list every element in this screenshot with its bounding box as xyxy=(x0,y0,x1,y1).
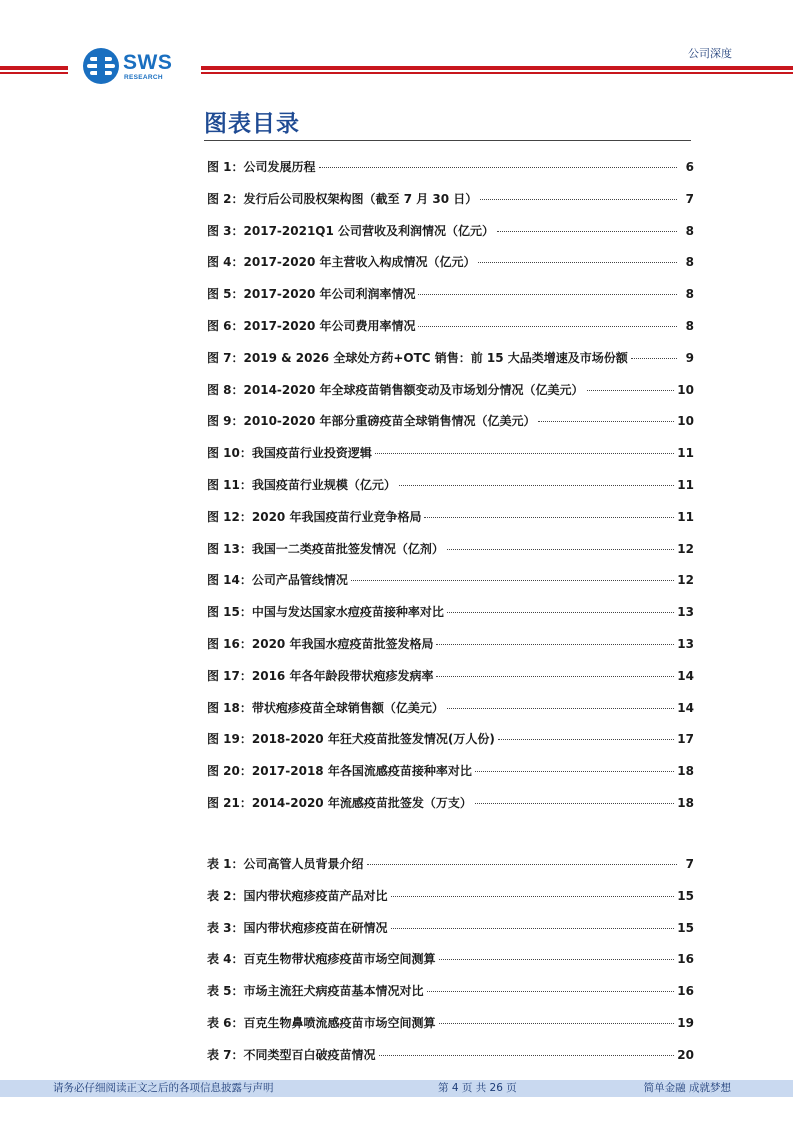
toc-entry-page: 11 xyxy=(677,446,694,461)
toc-dot-leader xyxy=(418,326,677,327)
toc-entry-label: 图 5：2017-2020 年公司利润率情况 xyxy=(207,287,416,302)
header-rule-right xyxy=(201,66,793,70)
toc-entry-label: 图 16：2020 年我国水痘疫苗批签发格局 xyxy=(207,636,434,651)
toc-entry[interactable] xyxy=(207,247,694,279)
toc-entry[interactable] xyxy=(207,152,694,184)
toc-entry-label: 图 6：2017-2020 年公司费用率情况 xyxy=(207,318,416,333)
toc-dot-leader xyxy=(391,928,675,929)
toc-entry[interactable] xyxy=(207,565,694,597)
toc-dot-leader xyxy=(631,358,677,359)
toc-entry-label: 表 4：百克生物带状疱疹疫苗市场空间测算 xyxy=(207,952,436,967)
logo-subtitle: RESEARCH xyxy=(124,74,163,81)
toc-entry-page: 7 xyxy=(685,191,694,206)
toc-entry-page: 13 xyxy=(677,636,694,651)
page-title: 图表目录 xyxy=(204,111,300,137)
toc-entry-label: 表 7：不同类型百白破疫苗情况 xyxy=(207,1047,376,1062)
toc-entry-page: 17 xyxy=(677,732,694,747)
header-rule-right-thin xyxy=(201,72,793,74)
toc-entry[interactable] xyxy=(207,976,694,1008)
toc-entry-page: 16 xyxy=(677,984,694,999)
toc-entry-page: 12 xyxy=(677,573,694,588)
figure-list xyxy=(207,152,694,820)
toc-entry[interactable] xyxy=(207,629,694,661)
toc-entry-label: 图 19：2018-2020 年狂犬疫苗批签发情况(万人份) xyxy=(207,732,495,747)
toc-dot-leader xyxy=(439,959,675,960)
toc-entry[interactable] xyxy=(207,375,694,407)
toc-entry[interactable] xyxy=(207,311,694,343)
toc-dot-leader xyxy=(447,708,674,709)
toc-dot-leader xyxy=(498,739,674,740)
toc-dot-leader xyxy=(391,896,675,897)
toc-entry-page: 8 xyxy=(685,223,694,238)
toc-entry-label: 图 9：2010-2020 年部分重磅疫苗全球销售情况（亿美元） xyxy=(207,414,536,429)
toc-entry-label: 图 13：我国一二类疫苗批签发情况（亿剂） xyxy=(207,541,444,556)
toc-entry-label: 图 7：2019 & 2026 全球处方药+OTC 销售：前 15 大品类增速及市场份额 xyxy=(207,350,628,365)
toc-entry-label: 表 3：国内带状疱疹疫苗在研情况 xyxy=(207,920,388,935)
toc-dot-leader xyxy=(587,390,675,391)
toc-entry-label: 图 14：公司产品管线情况 xyxy=(207,573,348,588)
toc-entry-page: 15 xyxy=(677,920,694,935)
toc-entry-page: 9 xyxy=(685,350,694,365)
toc-dot-leader xyxy=(436,644,674,645)
toc-entry-page: 14 xyxy=(677,700,694,715)
toc-dot-leader xyxy=(480,199,677,200)
toc-dot-leader xyxy=(351,580,674,581)
toc-entry[interactable] xyxy=(207,944,694,976)
toc-entry-label: 表 5：市场主流狂犬病疫苗基本情况对比 xyxy=(207,984,424,999)
toc-entry-page: 8 xyxy=(685,255,694,270)
toc-entry[interactable] xyxy=(207,502,694,534)
toc-entry[interactable] xyxy=(207,597,694,629)
toc-entry-page: 8 xyxy=(685,318,694,333)
toc-entry[interactable] xyxy=(207,438,694,470)
toc-dot-leader xyxy=(424,517,674,518)
toc-entry-page: 10 xyxy=(677,382,694,397)
toc-dot-leader xyxy=(427,991,675,992)
toc-dot-leader xyxy=(478,262,677,263)
logo-wordmark: SWS xyxy=(123,51,173,74)
toc-entry[interactable] xyxy=(207,788,694,820)
toc-entry[interactable] xyxy=(207,661,694,693)
toc-entry[interactable] xyxy=(207,724,694,756)
toc-entry[interactable] xyxy=(207,406,694,438)
toc-entry-label: 表 2：国内带状疱疹疫苗产品对比 xyxy=(207,888,388,903)
toc-entry[interactable] xyxy=(207,184,694,216)
toc-entry[interactable] xyxy=(207,534,694,566)
sws-logo-icon xyxy=(81,46,121,86)
toc-entry-page: 14 xyxy=(677,668,694,683)
toc-dot-leader xyxy=(319,167,677,168)
toc-entry-label: 图 15：中国与发达国家水痘疫苗接种率对比 xyxy=(207,605,444,620)
toc-entry[interactable] xyxy=(207,881,694,913)
toc-entry[interactable] xyxy=(207,1040,694,1072)
toc-entry-page: 12 xyxy=(677,541,694,556)
toc-dot-leader xyxy=(447,549,674,550)
toc-entry-page: 13 xyxy=(677,605,694,620)
toc-entry-label: 图 12：2020 年我国疫苗行业竞争格局 xyxy=(207,509,422,524)
toc-entry-page: 11 xyxy=(677,509,694,524)
toc-entry-page: 20 xyxy=(677,1047,694,1062)
toc-entry[interactable] xyxy=(207,279,694,311)
toc-entry[interactable] xyxy=(207,216,694,248)
toc-dot-leader xyxy=(497,231,677,232)
toc-entry-label: 表 6：百克生物鼻喷流感疫苗市场空间测算 xyxy=(207,1015,436,1030)
toc-entry[interactable] xyxy=(207,470,694,502)
toc-dot-leader xyxy=(436,676,674,677)
toc-dot-leader xyxy=(375,453,674,454)
toc-entry-label: 图 10：我国疫苗行业投资逻辑 xyxy=(207,446,372,461)
toc-dot-leader xyxy=(399,485,674,486)
footer-disclaimer: 请务必仔细阅读正文之后的各项信息披露与声明 xyxy=(53,1082,274,1094)
toc-entry-page: 8 xyxy=(685,287,694,302)
toc-entry-page: 19 xyxy=(677,1015,694,1030)
toc-dot-leader xyxy=(418,294,677,295)
toc-entry[interactable] xyxy=(207,693,694,725)
toc-dot-leader xyxy=(439,1023,675,1024)
toc-entry[interactable] xyxy=(207,1008,694,1040)
toc-entry-label: 图 11：我国疫苗行业规模（亿元） xyxy=(207,477,396,492)
toc-entry-label: 图 17：2016 年各年龄段带状疱疹发病率 xyxy=(207,668,434,683)
toc-entry-label: 图 3：2017-2021Q1 公司营收及利润情况（亿元） xyxy=(207,223,495,238)
toc-entry-page: 11 xyxy=(677,477,694,492)
toc-entry-label: 图 18：带状疱疹疫苗全球销售额（亿美元） xyxy=(207,700,444,715)
toc-entry-page: 18 xyxy=(677,795,694,810)
toc-entry[interactable] xyxy=(207,913,694,945)
toc-dot-leader xyxy=(367,864,677,865)
sws-logo xyxy=(81,46,185,86)
header-rule-left xyxy=(0,66,68,70)
toc-entry-label: 图 4：2017-2020 年主营收入构成情况（亿元） xyxy=(207,255,476,270)
toc-dot-leader xyxy=(475,771,674,772)
toc-entry-label: 图 1：公司发展历程 xyxy=(207,160,316,174)
toc-entry-label: 图 2：发行后公司股权架构图（截至 7 月 30 日） xyxy=(207,191,478,206)
toc-entry-page: 10 xyxy=(677,414,694,429)
toc-entry-page: 6 xyxy=(685,160,694,174)
toc-dot-leader xyxy=(475,803,674,804)
footer-page-number: 第 4 页 共 26 页 xyxy=(438,1082,517,1094)
toc-dot-leader xyxy=(538,421,674,422)
toc-entry-label: 图 20：2017-2018 年各国流感疫苗接种率对比 xyxy=(207,764,472,779)
toc-dot-leader xyxy=(447,612,674,613)
title-underline xyxy=(204,140,691,141)
toc-dot-leader xyxy=(379,1055,675,1056)
toc-entry[interactable] xyxy=(207,756,694,788)
footer-slogan: 简单金融 成就梦想 xyxy=(643,1082,731,1094)
report-type-tag: 公司深度 xyxy=(688,47,732,60)
toc-entry-label: 图 21：2014-2020 年流感疫苗批签发（万支） xyxy=(207,795,472,810)
header-rule-left-thin xyxy=(0,72,68,74)
toc-entry[interactable] xyxy=(207,343,694,375)
toc-entry-page: 7 xyxy=(685,857,694,871)
toc-entry-page: 18 xyxy=(677,764,694,779)
toc-entry-page: 16 xyxy=(677,952,694,967)
toc-entry-page: 15 xyxy=(677,888,694,903)
toc-entry[interactable] xyxy=(207,849,694,881)
table-list xyxy=(207,849,694,1072)
page-footer xyxy=(0,1080,793,1097)
toc-entry-label: 图 8：2014-2020 年全球疫苗销售额变动及市场划分情况（亿美元） xyxy=(207,382,584,397)
toc-entry-label: 表 1：公司高管人员背景介绍 xyxy=(207,857,364,871)
